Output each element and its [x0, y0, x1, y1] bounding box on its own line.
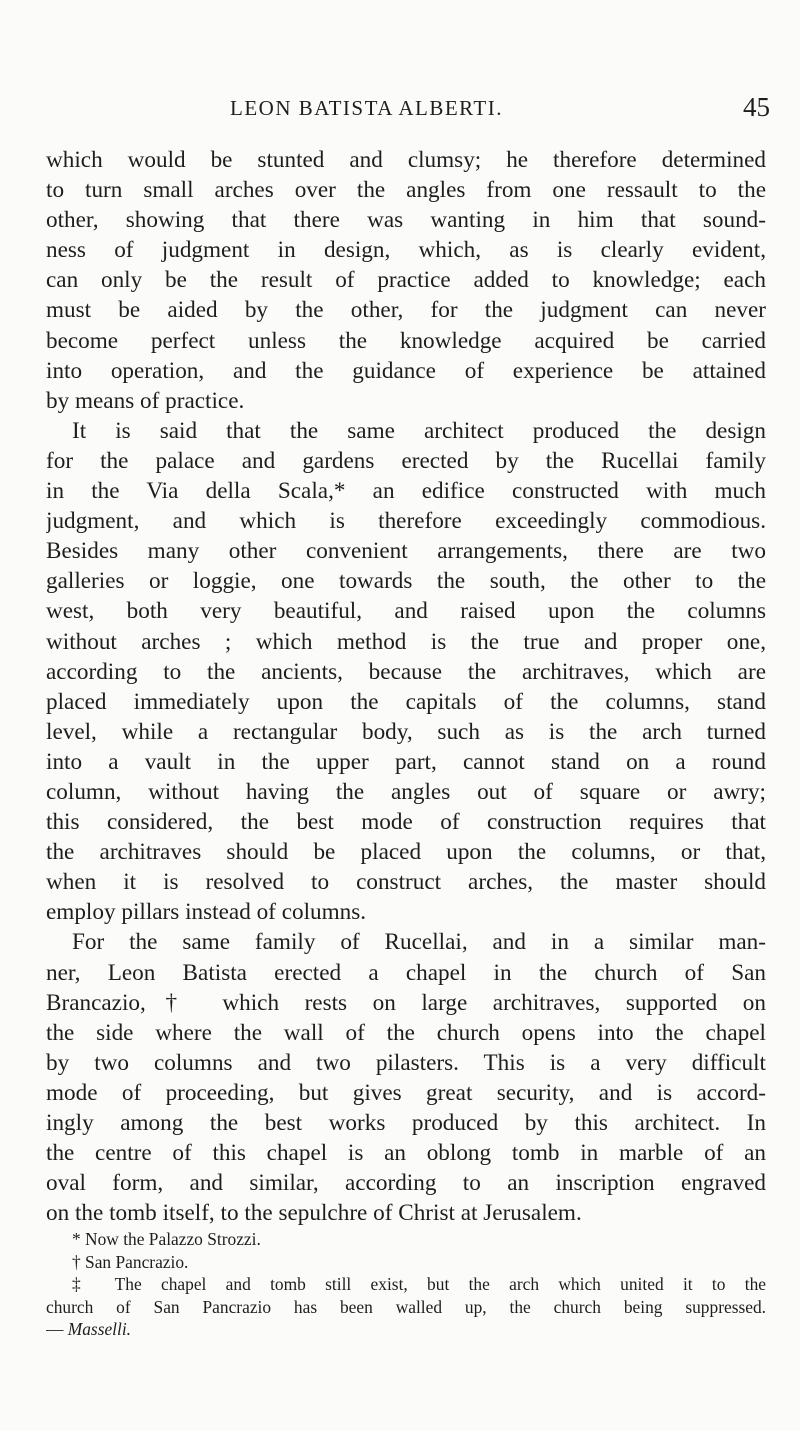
- text-line: It is said that the same architect produced the design: [72, 417, 766, 444]
- attribution-dash: —: [46, 1319, 68, 1340]
- text-line: according to the ancients, because the architraves, which are: [46, 658, 766, 685]
- text-line: to turn small arches over the angles from one ressault to the: [46, 177, 766, 204]
- text-line: ner, Leon Batista erected a chapel in the church of San: [46, 959, 766, 986]
- text-line: become perfect unless the knowledge acquired be carried: [46, 327, 766, 354]
- text-line: when it is resolved to construct arches, the master should: [46, 869, 766, 896]
- text-line: Brancazio,† which rests on large architraves, supported on: [46, 989, 766, 1016]
- text-line: oval form, and similar, according to an inscription engraved: [46, 1170, 766, 1197]
- body-text: [46, 145, 766, 1228]
- text-line: the centre of this chapel is an oblong tomb in marble of an: [46, 1140, 766, 1167]
- footnote-2: † San Pancrazio.: [72, 1251, 189, 1272]
- footnotes: [46, 1228, 766, 1341]
- text-line: For the same family of Rucellai, and in a similar man-: [72, 929, 766, 956]
- text-line: which would be stunted and clumsy; he therefore determined: [46, 147, 766, 173]
- text-line: ingly among the best works produced by this architect. In: [46, 1110, 766, 1136]
- text-line: employ pillars instead of columns.: [46, 899, 367, 926]
- text-line: galleries or loggie, one towards the south, the other to the: [46, 568, 766, 595]
- attribution-author: Masselli.: [67, 1319, 132, 1340]
- text-line: placed immediately upon the capitals of the columns, stand: [46, 688, 766, 715]
- text-line: must be aided by the other, for the judgment can never: [46, 297, 766, 324]
- text-line: this considered, the best mode of construction requires that: [46, 809, 766, 836]
- text-line: by two columns and two pilasters. This is a very difficult: [46, 1049, 766, 1076]
- text-line: west, both very beautiful, and raised upon the columns: [46, 598, 766, 625]
- text-line: on the tomb itself, to the sepulchre of Christ at Jerusalem.: [46, 1200, 582, 1227]
- text-line: into operation, and the guidance of experience be attained: [46, 357, 766, 384]
- text-line: without arches ; which method is the true and proper one,: [46, 628, 766, 655]
- footnote-1: * Now the Palazzo Strozzi.: [72, 1229, 261, 1249]
- page-number: 45: [743, 92, 770, 122]
- running-title: LEON BATISTA ALBERTI.: [230, 96, 503, 120]
- text-line: ness of judgment in design, which, as is clearly evident,: [46, 237, 766, 264]
- text-line: column, without having the angles out of square or awry;: [46, 778, 766, 805]
- text-line: for the palace and gardens erected by the Rucellai family: [46, 447, 766, 474]
- text-line: can only be the result of practice added to knowledge; each: [46, 267, 766, 294]
- text-line: mode of proceeding, but gives great security, and is accord-: [46, 1079, 766, 1106]
- footnote-3-attribution: [46, 1318, 766, 1341]
- text-line: other, showing that there was wanting in him that sound-: [46, 207, 766, 234]
- text-line: judgment, and which is therefore exceedingly commodious.: [46, 508, 766, 535]
- text-line: by means of practice.: [46, 387, 245, 414]
- text-line: into a vault in the upper part, cannot stand on a round: [46, 748, 766, 775]
- text-line: the architraves should be placed upon the columns, or that,: [46, 839, 766, 866]
- text-line: the side where the wall of the church opens into the chapel: [46, 1019, 766, 1046]
- text-line: Besides many other convenient arrangements, there are two: [46, 538, 766, 565]
- text-line: in the Via della Scala,* an edifice constructed with much: [46, 478, 766, 505]
- footnote-3-line-1: ‡ The chapel and tomb still exist, but the arch which united it to the: [72, 1274, 766, 1295]
- footnote-3-line-2: church of San Pancrazio has been walled up, the church being suppressed.: [46, 1296, 766, 1317]
- text-line: level, while a rectangular body, such as is the arch turned: [46, 718, 766, 745]
